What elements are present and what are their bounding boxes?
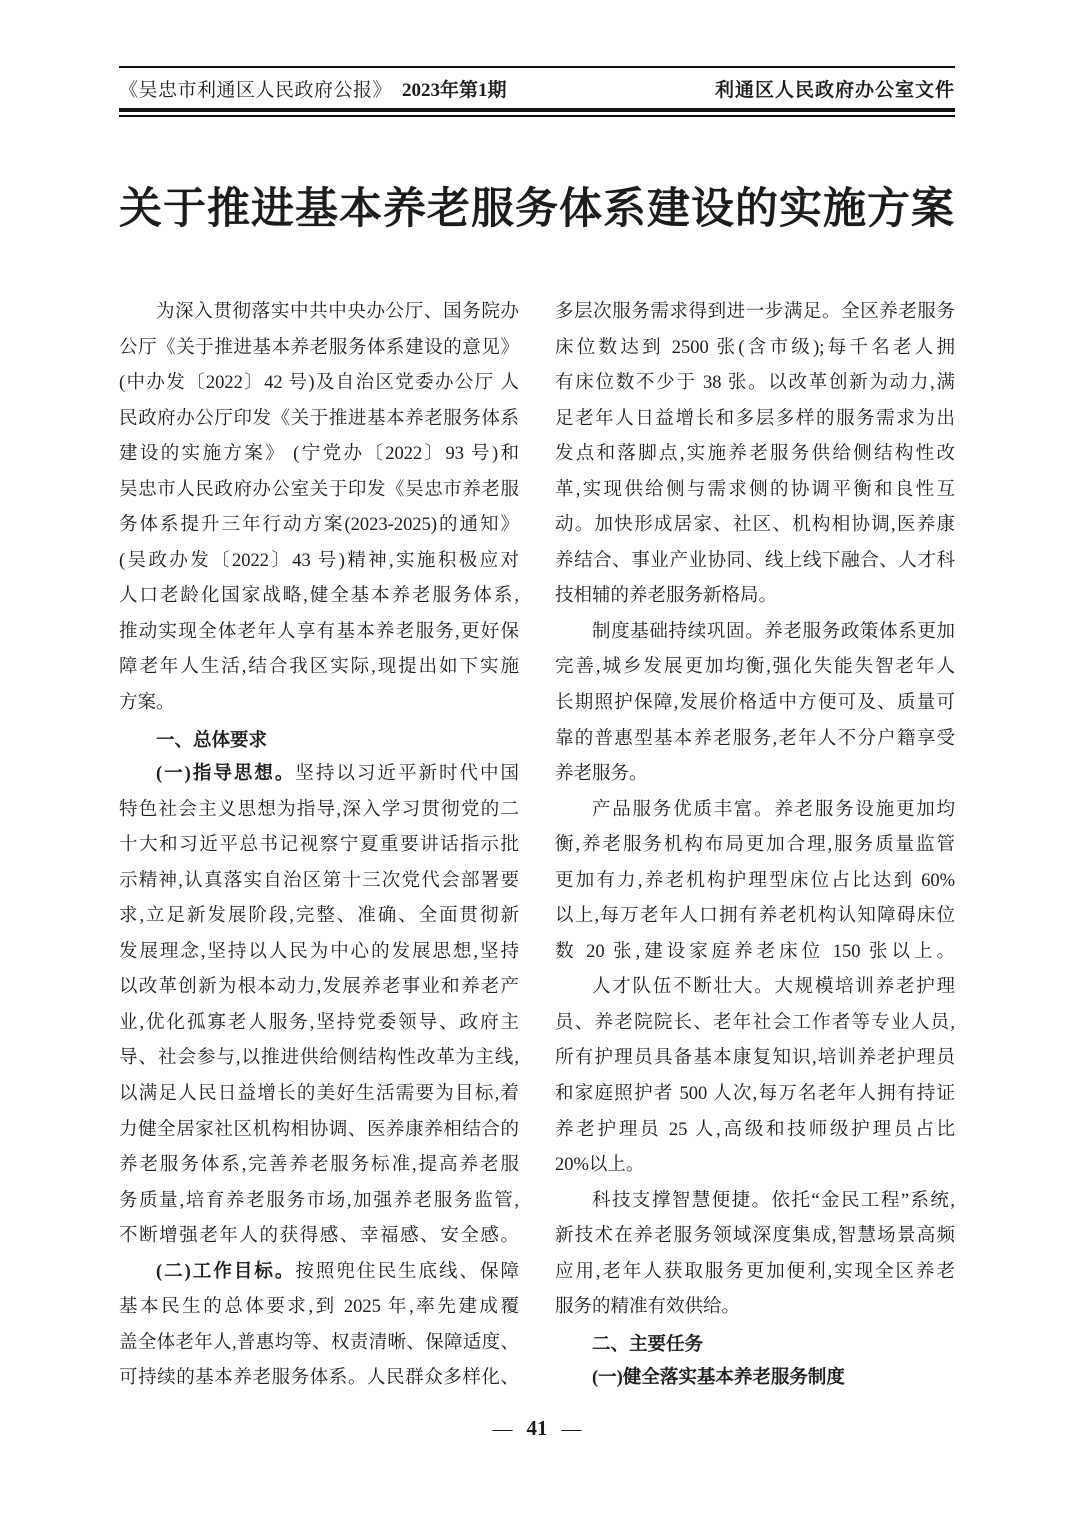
text-line — [555, 757, 955, 793]
text-line — [555, 899, 955, 935]
text-line — [119, 1113, 519, 1149]
text-line — [555, 1148, 955, 1184]
text-segment: 业,优化孤寡老人服务,坚持党委领导、政府主 — [119, 1012, 519, 1033]
text-line — [119, 366, 519, 402]
text-line — [119, 1041, 519, 1077]
text-line — [119, 1219, 519, 1255]
text-segment: (一)指导思想。 — [156, 764, 296, 785]
text-segment: 养老护理员 25 人,高级和技师级护理员占比 — [555, 1119, 955, 1140]
text-segment: 多层次服务需求得到进一步满足。全区养老服务 — [555, 302, 955, 322]
text-line — [119, 508, 519, 544]
text-segment: 更加有力,养老机构护理型床位占比达到 60% — [555, 870, 955, 891]
text-segment: 为深入贯彻落实中共中央办公厅、国务院办 — [156, 302, 519, 322]
text-line — [555, 544, 955, 580]
text-segment: 以上,每万老年人口拥有养老机构认知障碍床位 — [555, 906, 955, 927]
text-segment: (吴政办发〔2022〕43 号)精神,实施积极应对 — [119, 550, 519, 571]
text-line — [119, 544, 519, 580]
text-line — [119, 935, 519, 971]
text-line — [555, 793, 955, 829]
text-segment: 靠的普惠型基本养老服务,老年人不分户籍享受 — [555, 728, 955, 749]
office-file-label: 利通区人民政府办公室文件 — [714, 79, 955, 101]
text-segment: 公厅《关于推进基本养老服务体系建设的意见》 — [119, 337, 519, 358]
text-segment: 特色社会主义思想为指导,深入学习贯彻党的二 — [119, 799, 519, 820]
text-segment: 衡,养老服务机构布局更加合理,服务质量监管 — [555, 835, 955, 856]
text-segment: 养老服务。 — [555, 764, 648, 785]
text-segment: 不断增强老年人的获得感、幸福感、安全感。 — [119, 1226, 519, 1247]
text-segment: 革,实现供给侧与需求侧的协调平衡和良性互 — [555, 479, 955, 500]
text-line — [119, 1077, 519, 1113]
text-segment: (中办发〔2022〕42 号)及自治区党委办公厅 人 — [119, 373, 519, 394]
text-segment: 吴忠市人民政府办公室关于印发《吴忠市养老服 — [119, 479, 519, 500]
text-line — [555, 473, 955, 509]
text-line — [119, 1184, 519, 1220]
text-segment: 发展理念,坚持以人民为中心的发展思想,坚持 — [119, 941, 519, 962]
text-segment: 技相辅的养老服务新格局。 — [555, 586, 778, 607]
text-line — [119, 686, 519, 722]
left-column — [119, 295, 519, 1397]
text-line — [555, 1113, 955, 1149]
text-segment: 二、主要任务 — [592, 1332, 704, 1354]
text-line — [555, 686, 955, 722]
text-line — [555, 508, 955, 544]
header-rule-thick — [119, 108, 955, 112]
text-segment: 服务的精准有效供给。 — [555, 1297, 741, 1318]
text-segment: 人才队伍不断壮大。大规模培训养老护理 — [592, 977, 955, 998]
text-segment: 建设的实施方案》 (宁党办〔2022〕93 号)和 — [119, 444, 519, 465]
text-segment: 务质量,培育养老服务市场,加强养老服务监管, — [119, 1190, 519, 1211]
text-line — [119, 793, 519, 829]
text-segment: 床位数达到 2500 张(含市级);每千名老人拥 — [555, 337, 955, 358]
text-segment: (一)健全落实基本养老服务制度 — [592, 1368, 845, 1389]
text-line — [555, 1184, 955, 1220]
text-segment: 所有护理员具备基本康复知识,培训养老护理员 — [555, 1048, 955, 1069]
text-segment: 推动实现全体老年人享有基本养老服务,更好保 — [119, 621, 519, 642]
text-segment: 有床位数不少于 38 张。以改革创新为动力,满 — [555, 373, 955, 394]
text-line — [555, 295, 955, 331]
text-line — [119, 828, 519, 864]
text-segment: 盖全体老年人,普惠均等、权责清晰、保障适度、 — [119, 1332, 519, 1353]
two-column-body — [119, 295, 955, 1397]
text-line — [119, 864, 519, 900]
text-segment: 人口老龄化国家战略,健全基本养老服务体系, — [119, 586, 519, 607]
text-segment: 完善,城乡发展更加均衡,强化失能失智老年人 — [555, 657, 955, 678]
text-segment: 坚持以习近平新时代中国 — [295, 764, 519, 785]
text-segment: 一、总体要求 — [156, 728, 268, 750]
text-segment: 动。加快形成居家、社区、机构相协调,医养康 — [555, 515, 955, 536]
publication-issue: 2023年第1期 — [402, 79, 507, 101]
page-header — [119, 68, 955, 108]
text-line — [119, 615, 519, 651]
text-line — [555, 366, 955, 402]
text-segment: 民政府办公厅印发《关于推进基本养老服务体系 — [119, 408, 519, 429]
page-content — [119, 0, 955, 1444]
text-segment: 和家庭照护者 500 人次,每万名老年人拥有持证 — [555, 1084, 955, 1105]
text-line — [555, 970, 955, 1006]
text-line — [555, 935, 955, 971]
publication-name: 《吴忠市利通区人民政府公报》 — [119, 79, 393, 101]
document-title: 关于推进基本养老服务体系建设的实施方案 — [119, 186, 955, 233]
page-number: 41 — [526, 1415, 548, 1440]
text-segment: (二)工作目标。 — [156, 1261, 296, 1282]
page-footer — [119, 1413, 955, 1444]
text-line — [555, 1041, 955, 1077]
text-segment: 导、社会参与,以推进供给侧结构性改革为主线, — [119, 1048, 519, 1069]
text-line — [555, 1326, 955, 1362]
text-line — [119, 402, 519, 438]
text-line — [555, 1006, 955, 1042]
text-line — [119, 1148, 519, 1184]
text-line — [119, 650, 519, 686]
footer-right-dash: — — [561, 1417, 582, 1440]
footer-left-dash: — — [492, 1417, 513, 1440]
text-segment: 发点和落脚点,实施养老服务供给侧结构性改 — [555, 444, 955, 465]
text-segment: 十大和习近平总书记视察宁夏重要讲话指示批 — [119, 835, 519, 856]
text-line — [119, 722, 519, 758]
text-segment: 数 20 张,建设家庭养老床位 150 张以上。 — [555, 941, 955, 962]
text-segment: 障老年人生活,结合我区实际,现提出如下实施 — [119, 657, 519, 678]
text-line — [555, 1290, 955, 1326]
text-line — [119, 579, 519, 615]
text-line — [555, 864, 955, 900]
text-line — [119, 1361, 519, 1397]
text-segment: 可持续的基本养老服务体系。人民群众多样化、 — [119, 1368, 519, 1389]
text-line — [119, 757, 519, 793]
text-line — [119, 1255, 519, 1291]
text-line — [119, 1290, 519, 1326]
text-segment: 科技支撑智慧便捷。依托“金民工程”系统, — [592, 1190, 955, 1211]
text-segment: 基本民生的总体要求,到 2025 年,率先建成覆 — [119, 1297, 519, 1318]
text-line — [555, 1077, 955, 1113]
text-line — [119, 1326, 519, 1362]
right-column — [555, 295, 955, 1397]
text-segment: 应用,老年人获取服务更加便利,实现全区养老 — [555, 1261, 955, 1282]
text-segment: 制度基础持续巩固。养老服务政策体系更加 — [592, 621, 955, 642]
text-segment: 产品服务优质丰富。养老服务设施更加均 — [592, 799, 955, 820]
header-left-group — [119, 75, 507, 102]
text-segment: 力健全居家社区机构相协调、医养康养相结合的 — [119, 1119, 519, 1140]
text-line — [555, 331, 955, 367]
text-line — [119, 970, 519, 1006]
text-line — [119, 295, 519, 331]
text-line — [555, 1361, 955, 1397]
text-line — [555, 437, 955, 473]
text-line — [119, 437, 519, 473]
text-line — [555, 615, 955, 651]
header-rule-thin — [119, 115, 955, 117]
text-segment: 以满足人民日益增长的美好生活需要为目标,着 — [119, 1084, 519, 1105]
text-segment: 务体系提升三年行动方案(2023-2025)的通知》 — [119, 515, 519, 536]
text-segment: 新技术在养老服务领域深度集成,智慧场景高频 — [555, 1226, 955, 1247]
text-line — [555, 1255, 955, 1291]
text-line — [555, 650, 955, 686]
text-segment: 按照兜住民生底线、保障 — [295, 1261, 519, 1282]
text-segment: 养老服务体系,完善养老服务标准,提高养老服 — [119, 1155, 519, 1176]
text-line — [555, 828, 955, 864]
text-line — [119, 473, 519, 509]
text-line — [119, 1006, 519, 1042]
text-line — [119, 331, 519, 367]
text-segment: 方案。 — [119, 693, 175, 714]
text-line — [555, 402, 955, 438]
text-segment: 以改革创新为根本动力,发展养老事业和养老产 — [119, 977, 519, 998]
text-segment: 求,立足新发展阶段,完整、准确、全面贯彻新 — [119, 906, 519, 927]
text-segment: 20%以上。 — [555, 1155, 645, 1176]
text-line — [555, 579, 955, 615]
text-segment: 足老年人日益增长和多层多样的服务需求为出 — [555, 408, 955, 429]
text-line — [119, 899, 519, 935]
text-line — [555, 722, 955, 758]
text-segment: 员、养老院院长、老年社会工作者等专业人员, — [555, 1012, 955, 1033]
text-segment: 长期照护保障,发展价格适中方便可及、质量可 — [555, 693, 955, 714]
text-line — [555, 1219, 955, 1255]
text-segment: 示精神,认真落实自治区第十三次党代会部署要 — [119, 870, 519, 891]
text-segment: 养结合、事业产业协同、线上线下融合、人才科 — [555, 550, 955, 571]
